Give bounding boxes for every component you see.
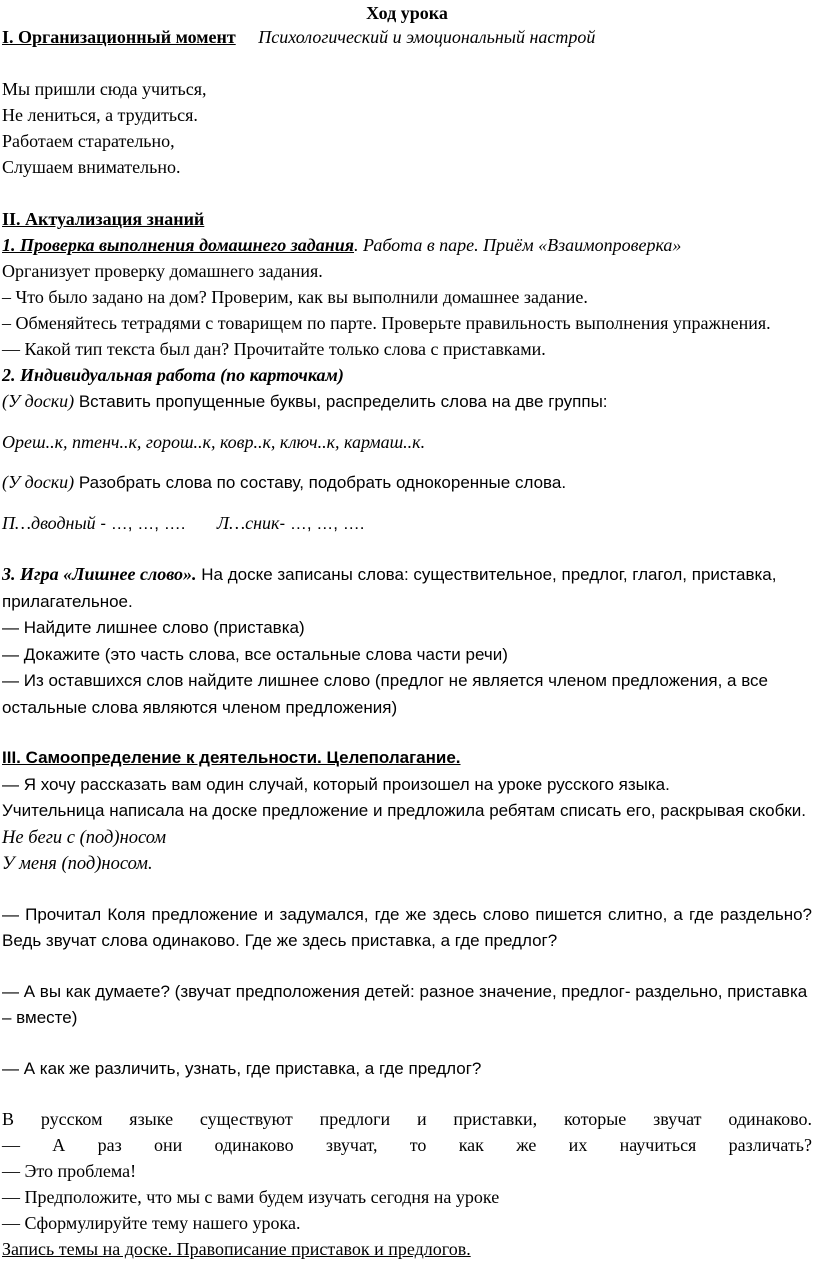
spacer <box>2 180 812 206</box>
spacer <box>2 415 812 429</box>
item2-title: 2. Индивидуальная работа (по карточкам) <box>2 365 344 385</box>
section3-paragraph: — А как же различить, узнать, где приставка, а где предлог? <box>2 1058 482 1078</box>
spacer <box>2 455 812 469</box>
item1-heading-line <box>2 232 812 258</box>
section3-heading: III. Самоопределение к деятельности. Целеполагание. <box>2 748 461 767</box>
words2-b-tail: - …, …, …. <box>279 514 365 533</box>
spacer <box>2 1082 812 1106</box>
page-title: Ход урока <box>366 3 448 23</box>
item3-line: — Найдите лишнее слово (приставка) <box>2 618 305 637</box>
words2-b: Л…сник <box>216 513 280 533</box>
closing-line: — Предположите, что мы с вами будем изучать сегодня на уроке <box>2 1187 500 1207</box>
board2-line <box>2 469 812 496</box>
spacer <box>2 955 812 979</box>
spacer <box>2 1032 812 1056</box>
section3-paragraph: — А вы как думаете? (звучат предположения детей: разное значение, предлог- раздельно, приставка – вместе) <box>2 981 808 1027</box>
section1-heading-line <box>2 24 812 50</box>
words1: Ореш..к, птенч..к, горош..к, ковр..к, ключ..к, кармаш..к. <box>2 432 426 452</box>
item3-text: На доске записаны слова: существительное, предлог, глагол, приставка, прилагательное. <box>2 565 777 611</box>
section2-heading: II. Актуализация знаний <box>2 209 205 229</box>
board2-label: (У доски) <box>2 472 75 492</box>
item1-line: Организует проверку домашнего задания. <box>2 261 323 281</box>
item1-line: — Какой тип текста был дан? Прочитайте только слова с приставками. <box>2 339 546 359</box>
poem-line: Слушаем внимательно. <box>2 157 181 177</box>
spacer <box>2 878 812 902</box>
item1-line: – Что было задано на дом? Проверим, как вы выполнили домашнее задание. <box>2 287 588 307</box>
item1-title: 1. Проверка выполнения домашнего задания <box>2 235 355 255</box>
section3-paragraph: — А раз они одинаково звучат, то как же их научиться различать? <box>2 1135 812 1155</box>
item3-line: — Докажите (это часть слова, все остальные слова части речи) <box>2 644 508 664</box>
document-page <box>0 2 816 1274</box>
spacer <box>2 721 812 745</box>
poem-line: Работаем старательно, <box>2 131 175 151</box>
poem-line: Мы пришли сюда учиться, <box>2 79 207 99</box>
spacer <box>2 50 812 76</box>
poem <box>2 76 812 180</box>
spacer <box>2 496 812 510</box>
poem-line: Не лениться, а трудиться. <box>2 105 198 125</box>
words2-line <box>2 510 812 537</box>
words2-a: П…дводный <box>2 513 96 533</box>
board2-text: Разобрать слова по составу, подобрать однокоренные слова. <box>74 473 567 492</box>
example-sentence-2: У меня (под)носом. <box>2 854 153 874</box>
item3-paragraph <box>2 561 812 615</box>
board1-text: Вставить пропущенные буквы, распределить слова на две группы: <box>74 392 608 411</box>
closing-line: — Это проблема! <box>2 1161 137 1181</box>
section3-intro: — Я хочу рассказать вам один случай, который произошел на уроке русского языка. <box>2 774 670 794</box>
item3-title: 3. Игра «Лишнее слово». <box>2 564 197 584</box>
example-sentence-1: Не беги с (под)носом <box>2 827 167 848</box>
spacer <box>2 537 812 561</box>
section3-intro: Учительница написала на доске предложение и предложила ребятам списать его, раскрывая скобки. <box>2 801 806 820</box>
section1-heading: I. Организационный момент <box>2 27 236 47</box>
closing-line: — Сформулируйте тему нашего урока. <box>2 1213 301 1233</box>
item3-line: — Из оставшихся слов найдите лишнее слово (предлог не является членом предложения, а все остальные слова являются членом предложения) <box>2 671 768 717</box>
section1-subtitle: Психологический и эмоциональный настрой <box>258 27 596 47</box>
item1-subtitle: . Работа в паре. Приём «Взаимопроверка» <box>354 235 682 255</box>
board1-label: (У доски) <box>2 391 75 411</box>
section3-paragraph: В русском языке существуют предлоги и приставки, которые звучат одинаково. <box>2 1109 812 1129</box>
lesson-topic: Запись темы на доске. Правописание приставок и предлогов. <box>2 1239 471 1259</box>
words2-a-tail: - …, …, …. <box>95 514 186 533</box>
section3-paragraph: — Прочитал Коля предложение и задумался, где же здесь слово пишется слитно, а где раздельно? Ведь звучат слова одинаково. Где же здесь приставка, а где предлог? <box>2 904 812 950</box>
board1-line <box>2 388 812 415</box>
item1-line: – Обменяйтесь тетрадями с товарищем по парте. Проверьте правильность выполнения упражнения. <box>2 313 771 333</box>
